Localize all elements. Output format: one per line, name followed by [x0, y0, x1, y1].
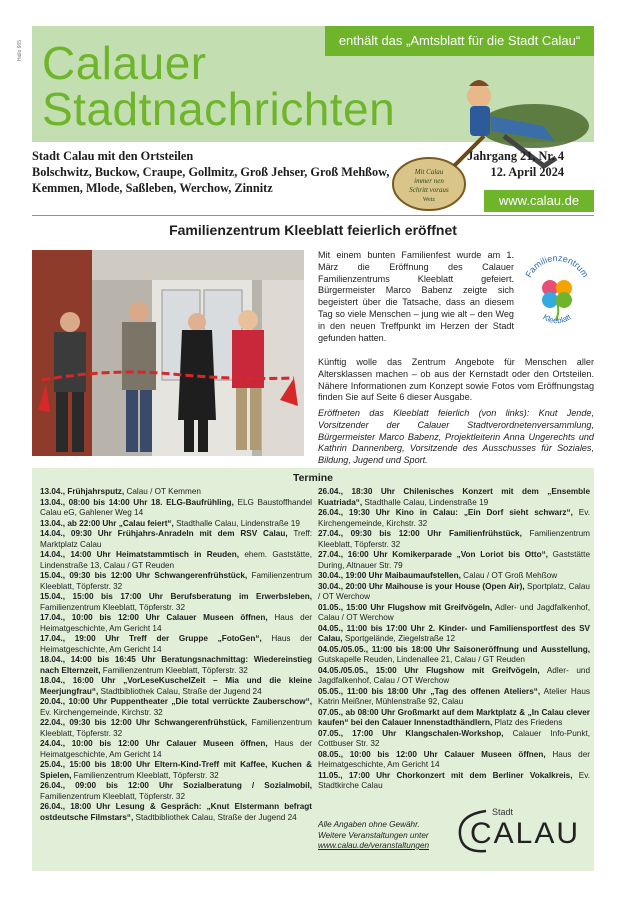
event-location: Ev. Stadtkirche Calau: [318, 770, 590, 790]
event-title: 13.04., Frühjahrsputz,: [40, 487, 125, 496]
event-item: [318, 666, 590, 687]
side-label: Hallo 665: [17, 40, 23, 62]
article-photo: [32, 250, 304, 456]
event-title: 01.05., 15:00 Uhr Flugshow mit Greifvögeln,: [318, 602, 493, 612]
events-link[interactable]: www.calau.de/veranstaltungen: [318, 841, 430, 850]
event-item: [318, 624, 590, 645]
article-intro: Mit einem bunten Familienfest wurde am 1. März die Eröffnung des Calauer Familienzentrums Kleeblatt gefeiert. Bürgermeister Marco Babenz zeigte sich begeistert über die Tatsache, dass an diesem Tag so viele Menschen – jung wie alt – den Weg in den neuen Treffpunkt im Herzen der Stadt gefunden hatten.: [318, 250, 514, 343]
event-title: 11.05., 17:00 Uhr Chorkonzert mit dem Berliner Vokalkreis,: [318, 770, 573, 780]
event-item: [40, 802, 312, 823]
photo-caption: Eröffneten das Kleeblatt feierlich (von links): Knut Jende, Vorsitzender der Calauer Stadtverordnetenversammlung, Bürgermeister Marco Babenz, Projektleiterin Anna Ungerechts und Kathrin Dannenberg, Vorsitzende des Ausschusses für Soziales, Bildung, Jugend und Sport.: [318, 408, 594, 466]
event-item: [318, 571, 590, 582]
event-title: 17.04., 10:00 bis 12:00 Uhr Calauer Museen öffnen,: [40, 613, 268, 622]
event-item: [318, 487, 590, 508]
title-line-2: Stadtnachrichten: [42, 83, 396, 135]
divider: [32, 215, 594, 216]
event-title: 27.04., 09:30 bis 12:00 Uhr Familienfrühstück,: [318, 529, 522, 538]
issue-date: 12. April 2024: [490, 165, 564, 179]
event-location: Stadthalle Calau, Lindenstraße 19: [362, 497, 489, 507]
kleeblatt-logo: [520, 250, 594, 328]
event-location: Haus der Heimatgeschichte, Am Gericht 14: [40, 613, 313, 633]
event-item: [318, 582, 590, 603]
event-item: [40, 739, 312, 760]
event-item: [40, 550, 312, 571]
more-events-line: Weitere Veranstaltungen unter: [318, 830, 429, 840]
event-item: [318, 508, 590, 529]
issue-info: [467, 148, 564, 180]
issue-volume: Jahrgang 21, Nr. 4: [467, 149, 564, 163]
event-item: [318, 771, 590, 792]
event-item: [318, 603, 590, 624]
event-title: 30.04., 20:00 Uhr Maihouse is your House (Open Air),: [318, 581, 525, 591]
event-location: Familienzentrum Kleeblatt, Töpferstr. 32: [71, 770, 219, 780]
logo-calau: CALAU: [470, 817, 581, 850]
event-location: Adler- und Jagdfalkenhof, Calau / OT Werchow: [318, 602, 590, 622]
event-item: [40, 655, 312, 676]
event-item: [318, 687, 590, 708]
event-item: [40, 697, 312, 718]
event-location: Haus der Heimatgeschichte, Am Gericht 14: [40, 634, 312, 654]
title-line-1: Calauer: [42, 37, 207, 89]
svg-text:Familienzentrum: [523, 253, 590, 279]
mascot-head-icon: [467, 84, 491, 108]
event-location: Familienzentrum Kleeblatt, Töpferstr. 32: [40, 602, 186, 612]
events-column-left: [40, 487, 312, 823]
event-title: 13.04., 08:00 bis 14:00 Uhr 18. ELG-Baufrühling,: [40, 497, 234, 507]
event-item: [40, 613, 312, 634]
event-location: Familienzentrum Kleeblatt, Töpferstr. 32: [40, 791, 186, 801]
event-item: [318, 529, 590, 550]
event-item: [318, 645, 590, 666]
event-location: Haus der Heimatgeschichte, Am Gericht 14: [40, 739, 313, 759]
subtitle-line: Stadt Calau mit den Ortsteilen: [32, 149, 194, 163]
event-location: Calau / OT Groß Mehßow: [460, 571, 558, 580]
event-item: [40, 571, 312, 592]
calau-logo: [452, 803, 592, 863]
event-location: Atelier Haus Katrin Meißner, Mühlenstraße 92, Calau: [318, 686, 590, 706]
event-item: [40, 498, 312, 519]
event-item: [40, 718, 312, 739]
event-item: [318, 729, 590, 750]
event-item: [40, 529, 312, 550]
event-title: 14.04., 09:30 Uhr Frühjahrs-Anradeln mit dem RSV Calau,: [40, 529, 288, 538]
event-item: [318, 550, 590, 571]
event-item: [40, 487, 312, 498]
logo-stadt: Stadt: [492, 807, 514, 817]
event-location: ehem. Gaststätte, Lindenstraße 13, Calau / GT Reuden: [40, 550, 312, 570]
event-location: Sportplatz, Calau / OT Werchow: [318, 581, 590, 601]
event-location: Stadtbibliothek Calau, Straße der Jugend 24: [133, 812, 297, 822]
event-title: 04.05., 11:00 bis 17:00 Uhr 2. Kinder- und Familiensportfest des SV Calau,: [318, 623, 590, 643]
event-title: 26.04., 09:00 bis 12:00 Uhr Sozialberatung / Sozialmobil,: [40, 781, 312, 790]
event-location: Platz des Friedens: [492, 718, 563, 727]
event-title: 20.04., 10:00 Uhr Puppentheater „Die total verrückte Zauberschow“,: [40, 697, 312, 706]
event-location: Treff: Marktplatz Calau: [40, 529, 312, 549]
event-item: [318, 708, 590, 729]
event-location: Gutskapelle Reuden, Lindenallee 21, Calau / GT Reuden: [318, 655, 525, 664]
events-title: Termine: [292, 472, 334, 484]
event-title: 22.04., 09:30 bis 12:00 Uhr Schwangerenfrühstück,: [40, 718, 248, 727]
event-title: 07.05., ab 08:00 Uhr Großmarkt auf dem Marktplatz & „In Calau clever kaufen“ bei den Calauer Innenstadthändlern,: [318, 707, 590, 727]
event-title: 07.05., 17:00 Uhr Klangschalen-Workshop,: [318, 728, 504, 738]
event-location: Ev. Kirchengemeinde, Kirchstr. 32: [40, 707, 163, 717]
event-location: Familienzentrum Kleeblatt, Töpferstr. 32: [40, 718, 312, 738]
event-title: 14.04., 14:00 Uhr Heimatstammtisch in Reuden,: [40, 550, 240, 559]
event-title: 15.04., 15:00 bis 17:00 Uhr Berufsberatung im Erwerbsleben,: [40, 592, 312, 601]
event-title: 26.04., 18:00 Uhr Lesung & Gespräch: „Knut Elstermann befragt ostdeutsche Filmstars“,: [40, 802, 312, 822]
event-title: 27.04., 16:00 Uhr Komikerparade „Von Loriot bis Otto“,: [318, 550, 548, 559]
event-title: 15.04., 09:30 bis 12:00 Uhr Schwangerenfrühstück,: [40, 571, 248, 580]
event-title: 24.04., 10:00 bis 12:00 Uhr Calauer Museen öffnen,: [40, 739, 268, 748]
event-location: Stadtbibliothek Calau, Straße der Jugend 24: [98, 686, 262, 696]
event-location: Familienzentrum Kleeblatt, Töpferstr. 32: [100, 665, 248, 675]
event-location: Familienzentrum Kleeblatt, Töpferstr. 32: [318, 529, 590, 549]
event-item: [40, 760, 312, 781]
article-headline: Familienzentrum Kleeblatt feierlich eröffnet: [169, 222, 457, 238]
event-title: 26.04., 18:30 Uhr Chilenisches Konzert mit dem „Ensemble Kuatriada“,: [318, 487, 590, 507]
disclaimer-line: Alle Angaben ohne Gewähr.: [318, 820, 420, 829]
event-item: [40, 519, 312, 530]
event-item: [40, 634, 312, 655]
subtitle-line: Kemmen, Mlode, Saßleben, Werchow, Zinnitz: [32, 181, 273, 195]
event-item: [40, 676, 312, 697]
event-title: 18.04., 14:00 bis 16:45 Uhr Beratungsnachmittag: Wiedereinstieg nach Elternzeit,: [40, 655, 312, 675]
event-title: 17.04., 19:00 Uhr Treff der Gruppe „FotoGen“,: [40, 634, 262, 643]
website-link[interactable]: www.calau.de: [484, 190, 594, 212]
svg-text:immer nen: immer nen: [414, 177, 444, 185]
event-location: Calauer Info-Punkt, Cottbuser Str. 32: [318, 728, 590, 748]
event-location: Stadthalle Calau, Lindenstraße 19: [173, 518, 300, 528]
tagline: enthält das „Amtsblatt für die Stadt Calau“: [325, 26, 594, 56]
event-title: 25.04., 15:00 bis 18:00 Uhr Eltern-Kind-Treff mit Kaffee, Kuchen & Spielen,: [40, 760, 312, 780]
event-title: 05.05., 11:00 bis 18:00 Uhr „Tag des offenen Ateliers“,: [318, 686, 541, 696]
event-location: Haus der Heimatgeschichte, Am Gericht 14: [318, 749, 591, 769]
event-location: Calau / OT Kemmen: [124, 487, 201, 496]
event-location: Adler- und Jagdfalkenhof, Calau / OT Werchow: [318, 665, 590, 685]
logo-text-top: Familienzentrum: [523, 252, 591, 280]
event-location: Familienzentrum Kleeblatt, Töpferstr. 32: [40, 571, 312, 591]
svg-text:Mit Calau: Mit Calau: [414, 168, 444, 176]
event-item: [318, 750, 590, 771]
subtitle-line: Bolschwitz, Buckow, Craupe, Gollmitz, Groß Jehser, Groß Mehßow,: [32, 165, 390, 179]
logo-text-bottom: Kleeblatt: [541, 312, 573, 326]
events-box: [32, 468, 594, 871]
svg-text:Schritt voraus: Schritt voraus: [409, 186, 449, 194]
masthead: [32, 26, 594, 212]
event-title: 13.04., ab 22:00 Uhr „Calau feiert“,: [40, 518, 174, 528]
event-location: Sportgelände, Ziegelstraße 12: [342, 634, 455, 643]
event-title: 04.05./05.05., 15:00 Uhr Flugshow mit Greifvögeln,: [318, 665, 540, 675]
event-title: 26.04., 19:30 Uhr Kino in Calau: „Ein Dorf sieht schwarz“,: [318, 508, 573, 517]
event-location: Ev. Kirchengemeinde, Kirchstr. 32: [318, 508, 590, 528]
article-body: Künftig wolle das Zentrum Angebote für Menschen aller Altersklassen machen – ob aus der Kernstadt oder den Ortsteilen. Nähere Informationen zum Konzept sowie Fotos vom Eröffnungstag finden Sie auf Seite 6 dieser Ausgabe.: [318, 357, 594, 403]
subtitle-towns: [32, 148, 392, 196]
event-title: 04.05./05.05., 11:00 bis 18:00 Uhr Saisoneröffnung und Ausstellung,: [318, 644, 590, 654]
svg-text:Wetz: Wetz: [422, 197, 436, 203]
event-title: 08.05., 10:00 bis 12:00 Uhr Calauer Museen öffnen,: [318, 749, 546, 759]
event-location: ELG Baustoffhandel Calau eG, Gahlener Weg 14: [40, 497, 312, 517]
event-item: [40, 592, 312, 613]
event-location: Gaststätte During, Altnauer Str. 79: [318, 550, 590, 570]
event-title: 30.04., 19:00 Uhr Maibaumaufstellen,: [318, 571, 461, 580]
event-item: [40, 781, 312, 802]
event-title: 18.04., 16:00 Uhr „VorLeseKuschelZeit – Mia und die kleine Meerjungfrau“,: [40, 676, 312, 696]
events-column-right: [318, 487, 590, 792]
